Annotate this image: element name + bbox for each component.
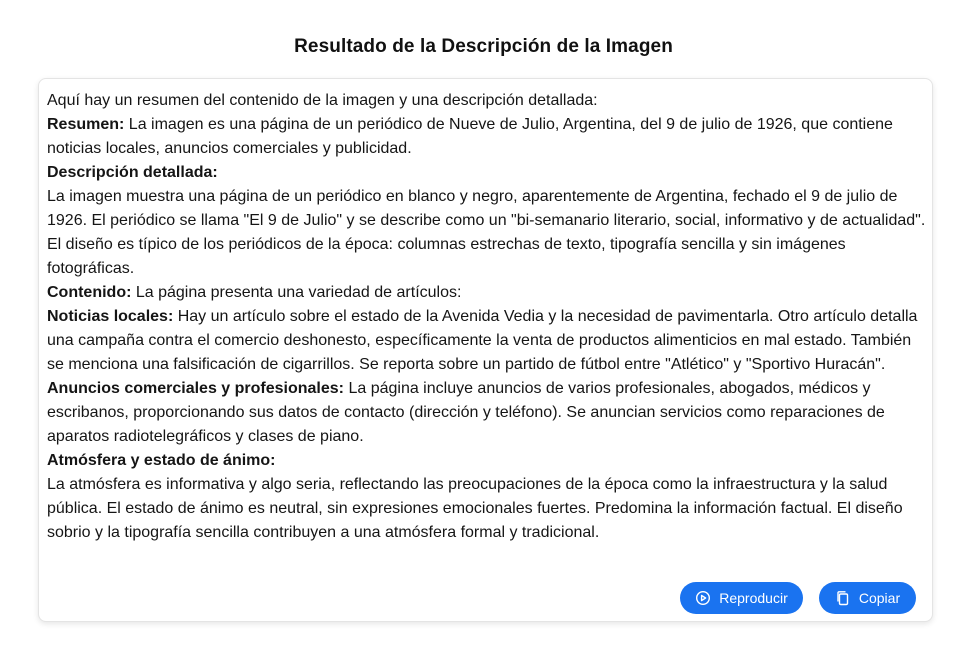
- summary-label: Resumen:: [47, 116, 125, 133]
- ads-label: Anuncios comerciales y profesionales:: [47, 380, 344, 397]
- content-label: Contenido:: [47, 284, 132, 301]
- mood-heading-label: Atmósfera y estado de ánimo:: [47, 452, 276, 469]
- action-bar: [680, 582, 916, 614]
- copy-button-label: Copiar: [858, 590, 901, 606]
- detail-text: La imagen muestra una página de un periódico en blanco y negro, aparentemente de Argentina, fechado el 9 de julio de 1926. El periódico se llama "El 9 de Julio" y se describe como un "bi-semanario literario, social, informativo y de actualidad". El diseño es típico de los periódicos de la época: columnas estrechas de texto, tipografía sencilla y sin imágenes fotográficas.: [47, 188, 926, 277]
- local-news-paragraph: [47, 305, 927, 377]
- intro-text: Aquí hay un resumen del contenido de la imagen y una descripción detallada:: [47, 92, 598, 109]
- ads-paragraph: [47, 377, 927, 449]
- summary-paragraph: [47, 113, 927, 161]
- content-paragraph: [47, 281, 927, 305]
- content-text: La página presenta una variedad de artículos:: [131, 284, 462, 301]
- copy-icon: [835, 590, 851, 606]
- detail-heading-label: Descripción detallada:: [47, 164, 218, 181]
- mood-text: La atmósfera es informativa y algo seria, reflectando las preocupaciones de la época como la infraestructura y la salud pública. El estado de ánimo es neutral, sin expresiones emocionales fuertes. Predomina la información factual. El diseño sobrio y la tipografía sencilla contribuyen a una atmósfera formal y tradicional.: [47, 476, 903, 541]
- copy-button[interactable]: [819, 582, 916, 614]
- result-content: [47, 89, 927, 545]
- summary-text: La imagen es una página de un periódico de Nueve de Julio, Argentina, del 9 de julio de 1926, que contiene noticias locales, anuncios comerciales y publicidad.: [47, 116, 893, 157]
- play-circle-icon: [695, 590, 711, 606]
- play-button-label: Reproducir: [719, 590, 788, 606]
- mood-heading: [47, 449, 927, 473]
- result-card: [38, 78, 933, 622]
- local-news-text: Hay un artículo sobre el estado de la Avenida Vedia y la necesidad de pavimentarla. Otro artículo detalla una campaña contra el comercio deshonesto, específicamente la venta de productos alimenticios en mal estado. También se menciona una falsificación de cigarrillos. Se reporta sobre un partido de fútbol entre "Atlético" y "Sportivo Huracán".: [47, 308, 918, 373]
- detail-heading: [47, 161, 927, 185]
- page-title: Resultado de la Descripción de la Imagen: [294, 36, 673, 57]
- local-news-label: Noticias locales:: [47, 308, 174, 325]
- ads-text: La página incluye anuncios de varios profesionales, abogados, médicos y escribanos, proporcionando sus datos de contacto (dirección y teléfono). Se anuncian servicios como reparaciones de aparatos radiotelegráficos y clases de piano.: [47, 380, 885, 445]
- play-button[interactable]: [680, 582, 803, 614]
